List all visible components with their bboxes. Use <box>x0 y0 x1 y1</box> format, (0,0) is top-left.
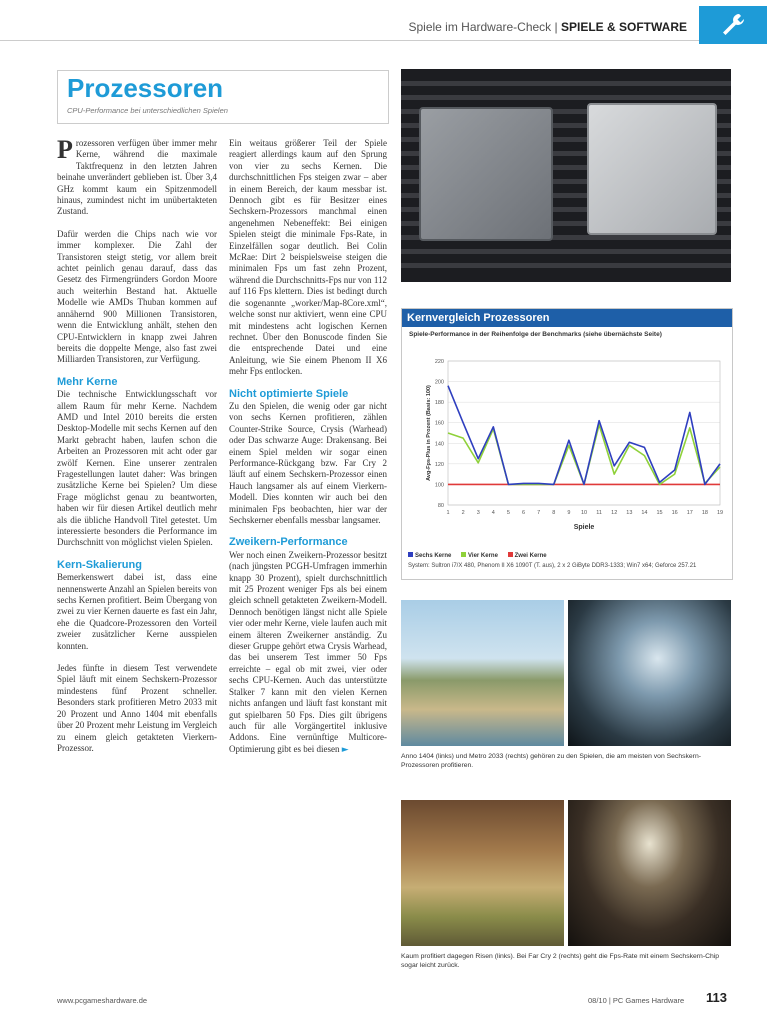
wrench-icon <box>719 11 747 39</box>
x-axis-label: Spiele <box>573 524 595 531</box>
article-title-box <box>57 70 389 124</box>
cpu-photo <box>401 69 731 282</box>
series-line-six-cores <box>448 386 720 485</box>
x-tick-label: 15 <box>656 510 663 516</box>
article-title: Prozessoren <box>67 73 224 103</box>
paragraph: Ein weitaus größerer Teil der Spiele reagiert allerdings kaum auf den Sprung von vier zu sechs Kernen. Die durchschnittlichen Fps steigen zwar – aber in einem Bereich, der kaum messbar ist. Dennoch gibt es für Besitzer eines Sechskern-Prozessors manchmal einen angenehmen Nebeneffekt: Bei einigen Spielen steigt die minimale Fps-Rate, in Einzelfällen sogar deutlich. Bei Colin McRae: Dirt 2 beispielsweise steigen die minimalen Fps um fast zehn Prozent, während die Durchschnitts-Fps nur von 112 auf 116 Fps klettern. Dies ist bedingt durch die sogenannte „worker/Map-8Core.xml“, welche sonst nur aktiviert, wenn eine CPU mit mindestens acht logischen Kernen rechnet. Über den Bonuscode finden Sie die entsprechende Datei und eine Anleitung, wie Sie einem Phenom II X6 mehr Fps entlocken. <box>229 138 387 377</box>
x-tick-label: 4 <box>491 510 495 516</box>
chart-header: Kernvergleich Prozessoren <box>402 309 732 327</box>
x-tick-label: 19 <box>716 510 724 516</box>
x-tick-label: 6 <box>522 510 526 516</box>
header-separator: | <box>551 20 561 34</box>
y-tick-label: 220 <box>434 359 444 365</box>
y-tick-label: 160 <box>434 420 444 427</box>
metro-2033-screenshot <box>568 600 731 746</box>
text-column-1 <box>57 135 217 765</box>
y-tick-label: 140 <box>434 441 444 448</box>
header-rule <box>0 40 767 41</box>
chart-subtitle: Spiele-Performance in der Reihenfolge der Benchmarks (siehe übernächste Seite) <box>409 331 662 338</box>
footer-issue: 08/10 | PC Games Hardware <box>588 996 685 1005</box>
paragraph: Zu den Spielen, die wenig oder gar nicht von sechs Kernen profitieren, zählen Counter-Strike Source, Crysis (Warhead) oder Das schwarze Auge: Drakensang. Bei einem Spiel melden wir sogar einen Performance-Rückgang bzw. Far Cry 2 läuft auf einem Sechskern-Prozessor einen Hauch langsamer als auf einem Vierkern-Modell. Dies konnten wir auch bei den minimalen Fps beobachten, hier war der Sechskerner ebenfalls messbar langsamer. <box>229 400 387 525</box>
anno-1404-screenshot <box>401 600 564 746</box>
x-tick-label: 12 <box>611 510 618 516</box>
y-tick-label: 80 <box>437 503 444 509</box>
y-tick-label: 100 <box>434 482 444 489</box>
legend-six: Sechs Kerne <box>408 553 451 559</box>
paragraph <box>229 550 387 756</box>
zweikern-text: Wer noch einen Zweikern-Prozessor besitzt (nach jüngsten PCGH-Umfragen immerhin knapp 30 Prozent), spielt durchschnittlich mit 25 Prozent weniger Fps als bei einem gleich schnell getakteten Zweikern-Modell. Dennoch benötigen längst nicht alle Spiele vier oder mehr Kerne, viele laufen auch mit einem älteren Zweikerner anständig. Zu dieser Gruppe gehört etwa Crysis Warhead, das bei unserem Test immer 50 Fps erreichte – egal ob mit zwei, vier oder sechs CPU-Kernen. Auch das unterstützte Stalker 7 kann mit den vielen Kernen nichts anfangen und läuft fast konstant mit gut spielbaren 50 Fps. Dies gilt übrigens auch für alle Vorgängertitel inklusive Addons. Eine vernünftige Multicore-Optimierung gibt es bei diesen <box>229 549 387 754</box>
x-tick-label: 16 <box>671 510 678 516</box>
text-column-2 <box>229 138 387 767</box>
heading-kern-skalierung: Kern-Skalierung <box>57 558 142 571</box>
section-tab <box>699 6 767 44</box>
y-axis-label: Avg-Fps-Plus in Prozent (Basis: 100) <box>426 385 432 481</box>
heading-mehr-kerne: Mehr Kerne <box>57 375 118 388</box>
page-number: 113 <box>706 990 727 1005</box>
x-tick-label: 2 <box>461 510 465 516</box>
caption-games-1: Anno 1404 (links) und Metro 2033 (rechts) gehören zu den Spielen, die am meisten von Sechskern-Prozessoren profitieren. <box>401 753 701 769</box>
x-tick-label: 3 <box>476 510 480 516</box>
cpu-chip-right <box>587 103 717 235</box>
continue-arrow-icon: ► <box>341 744 349 755</box>
x-tick-label: 9 <box>567 510 571 516</box>
legend-four: Vier Kerne <box>461 553 498 559</box>
far-cry-2-screenshot <box>568 800 731 946</box>
x-tick-label: 8 <box>552 510 556 516</box>
core-comparison-chart <box>401 308 733 580</box>
heading-zweikern: Zweikern-Performance <box>229 536 348 549</box>
y-tick-label: 120 <box>434 461 444 468</box>
x-tick-label: 18 <box>701 510 708 516</box>
intro-paragraph <box>57 135 217 218</box>
chart-system-note: System: Sultron i7/X 480, Phenom II X6 1090T (T. aus), 2 x 2 GiByte DDR3-1333; Win7 x64; Geforce 257.21 <box>408 563 697 569</box>
x-tick-label: 13 <box>626 510 633 516</box>
header-topic: Spiele im Hardware-Check <box>408 20 552 34</box>
x-tick-label: 11 <box>596 510 602 516</box>
paragraph: Dafür werden die Chips nach wie vor immer komplexer. Die Zahl der Transistoren steigt stetig, vor allem breit achtet peinlich genau darauf, dass das Gesetz des Firmengründers Gordon Moore auch weiterhin Bestand hat. Aktuelle Modelle wie AMDs Thuban kommen auf annähernd 900 Millionen Transistoren, wenn die Entwicklung anhält, stehen den CPU-Entwicklern in knapp zwei Jahren bereits die doppelte Menge, also fast zwei Milliarden Transistoren, zur Verfügung. <box>57 228 217 365</box>
caption-games-2: Kaum profitiert dagegen Risen (links). Bei Far Cry 2 (rechts) geht die Fps-Rate mit einem Sechskern-Chip sogar leicht zurück. <box>401 953 720 969</box>
running-header <box>408 20 687 34</box>
dropcap: P <box>57 135 73 164</box>
y-tick-label: 180 <box>434 400 444 407</box>
article-subtitle: CPU-Performance bei unterschiedlichen Spielen <box>67 106 228 115</box>
x-tick-label: 17 <box>686 510 693 516</box>
paragraph: Jedes fünfte in diesem Test verwendete Spiel läuft mit einem Sechskern-Prozessor mindestens fünf Prozent schneller. Besonders stark profitieren Metro 2033 mit 20 Prozent und Anno 1404 mit ebenfalls über 20 Prozent mehr Leistung im Vergleich zu einem gleich getakteten Vierkern-Prozessor. <box>57 663 217 753</box>
footer-url: www.pcgameshardware.de <box>57 996 148 1005</box>
x-tick-label: 10 <box>580 510 588 516</box>
heading-nicht-optimiert: Nicht optimierte Spiele <box>229 387 349 400</box>
y-tick-label: 200 <box>434 379 444 386</box>
cpu-chip-left <box>419 107 553 241</box>
paragraph: Bemerkenswert dabei ist, dass eine nennenswerte Anzahl an Spielen bereits von sechs Kernen profitiert. Beim Übergang von zwei zu vier Kernen dauerte es fast ein Jahr, ehe die Quadcore-Prozessoren den Vorteil zweier zusätzlicher Kerne ausspielen konnten. <box>57 572 217 651</box>
chart-legend <box>408 552 555 559</box>
header-section: SPIELE & SOFTWARE <box>560 20 687 34</box>
x-tick-label: 1 <box>446 510 450 516</box>
intro-text: rozessoren verfügen über immer mehr Kerne, während die maximale Taktfrequenz in den letzten Jahren beinahe unverändert geblieben ist. Über 3,4 GHz kommt kaum ein Spitzenmodell hinaus, zumindest nicht im unübertakteten Zustand. <box>57 138 217 217</box>
legend-two: Zwei Kerne <box>508 553 547 559</box>
x-tick-label: 5 <box>506 510 510 516</box>
risen-screenshot <box>401 800 564 946</box>
chart-plot <box>402 347 732 547</box>
paragraph: Die technische Entwicklungsschaft vor allem Raum für mehr Kerne. Nachdem AMD und Intel 2010 bereits die ersten Desktop-Modelle mit sechs Kernen auf den Markt gebracht haben, laufen schon die Arbeiten an Prozessoren mit acht oder gar zwölf Kernen. Eine unserer zentralen Fragestellungen lautet daher: Was bringen zusätzliche Kerne bei Spielen? Um diese Frage möglichst genau zu beantworten, haben wir für diesen Artikel deutlich mehr als die übliche Handvoll Titel getestet. Um interessierte besonders die Performance im Durchschnitt von möglichst vielen Spielen. <box>57 389 217 548</box>
x-tick-label: 14 <box>641 510 648 516</box>
x-tick-label: 7 <box>537 510 541 516</box>
